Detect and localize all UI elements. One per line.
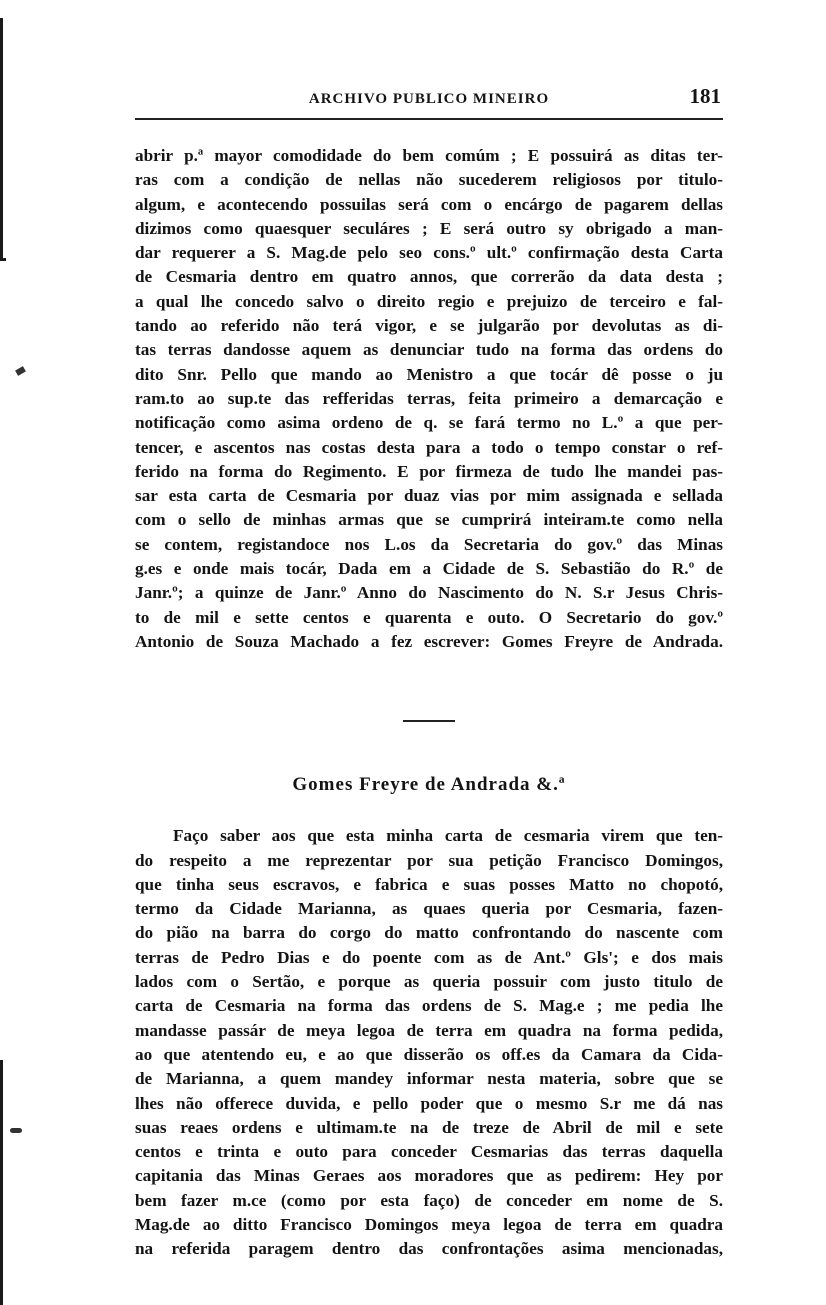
journal-title: ARCHIVO PUBLICO MINEIRO bbox=[308, 91, 550, 107]
running-head bbox=[135, 0, 723, 116]
scan-edge-mark bbox=[0, 18, 3, 258]
first-text-block bbox=[135, 144, 723, 654]
text-line: terras de Pedro Dias e do poente com as de Ant.º Gls'; e dos mais bbox=[135, 947, 723, 967]
page bbox=[135, 0, 723, 1262]
text-line: com o sello de minhas armas que se cumprirá inteiram.te como nella bbox=[135, 510, 723, 530]
text-line: algum, e acontecendo possuilas será com o encárgo de pagarem dellas bbox=[135, 194, 723, 214]
text-line: ao que atentendo eu, e ao que disserão os off.es da Camara da Cida- bbox=[135, 1044, 723, 1064]
text-line: suas reaes ordens e ultimam.te na de treze de Abril de mil e sete bbox=[135, 1117, 723, 1137]
text-line: bem fazer m.ce (como por esta faço) de conceder em nome de S. bbox=[135, 1190, 723, 1210]
text-line: lados com o Sertão, e porque as queria possuir com justo titulo de bbox=[135, 972, 723, 992]
text-line: tando ao referido não terá vigor, e se julgarão por devolutas as di- bbox=[135, 316, 723, 336]
text-line: dito Snr. Pello que mando ao Menistro a que tocár dê posse o ju bbox=[135, 364, 723, 384]
text-line: termo da Cidade Marianna, as quaes queria por Cesmaria, fazen- bbox=[135, 899, 723, 919]
text-line: to de mil e sette centos e quarenta e outo. O Secretario do gov.º bbox=[135, 607, 723, 627]
text-line: mandasse passár de meya legoa de terra em quadra na forma pedida, bbox=[135, 1020, 723, 1040]
scan-edge-tick bbox=[0, 258, 6, 261]
text-line: tencer, e ascentos nas costas desta para a todo o tempo constar o ref- bbox=[135, 437, 723, 457]
text-line: centos e trinta e outo para conceder Cesmarias das terras daquella bbox=[135, 1142, 723, 1162]
scan-speck bbox=[15, 366, 26, 376]
text-line: na referida paragem dentro das confrontações asima mencionadas, bbox=[135, 1239, 723, 1259]
text-line: g.es e onde mais tocár, Dada em a Cidade de S. Sebastião do R.º de bbox=[135, 559, 723, 579]
text-line: que tinha seus escravos, e fabrica e suas posses Matto no chopotó, bbox=[135, 874, 723, 894]
text-line: Mag.de ao ditto Francisco Domingos meya legoa de terra em quadra bbox=[135, 1214, 723, 1234]
text-line: de Marianna, a quem mandey informar nesta materia, sobre que se bbox=[135, 1069, 723, 1089]
text-line: ras com a condição de nellas não sucederem religiosos por titulo- bbox=[135, 170, 723, 190]
text-line: dar requerer a S. Mag.de pelo seo cons.º ult.º confirmação desta Carta bbox=[135, 243, 723, 263]
text-line: Faço saber aos que esta minha carta de cesmaria virem que ten- bbox=[173, 826, 723, 846]
text-line: tas terras dandosse aquem as denunciar tudo na forma das ordens do bbox=[135, 340, 723, 360]
section-divider bbox=[403, 720, 455, 722]
text-line: capitania das Minas Geraes aos moradores que as pedirem: Hey por bbox=[135, 1166, 723, 1186]
text-line: carta de Cesmaria na forma das ordens de S. Mag.e ; me pedia lhe bbox=[135, 996, 723, 1016]
scan-speck-lower bbox=[10, 1128, 22, 1133]
text-line: a qual lhe concedo salvo o direito regio e prejuizo de terceiro e fal- bbox=[135, 291, 723, 311]
header-rule bbox=[135, 118, 723, 120]
text-line: abrir p.ª mayor comodidade do bem comúm ; E possuirá as ditas ter- bbox=[135, 146, 723, 165]
page-number: 181 bbox=[689, 84, 721, 108]
text-line: do respeito a me reprezentar por sua petição Francisco Domingos, bbox=[135, 850, 723, 870]
second-text-block bbox=[135, 824, 723, 1261]
text-line: de Cesmaria dentro em quatro annos, que correrão da data desta ; bbox=[135, 267, 723, 287]
text-line: dizimos como quaesquer seculáres ; E será outro sy obrigado a man- bbox=[135, 218, 723, 238]
text-line: ferido na forma do Regimento. E por firmeza de tudo lhe mandei pas- bbox=[135, 461, 723, 481]
text-line: ram.to ao sup.te das refferidas terras, feita primeiro a demarcação e bbox=[135, 388, 723, 408]
text-line: Janr.º; a quinze de Janr.º Anno do Nascimento do N. S.r Jesus Chris- bbox=[135, 583, 723, 603]
scan-edge-mark-lower bbox=[0, 1060, 3, 1305]
text-line: notificação como asima ordeno de q. se fará termo no L.º a que per- bbox=[135, 413, 723, 433]
text-line: sar esta carta de Cesmaria por duaz vias por mim assignada e sellada bbox=[135, 486, 723, 506]
text-line: se contem, registandoce nos L.os da Secretaria do gov.º das Minas bbox=[135, 534, 723, 554]
text-line: do pião na barra do corgo do matto confrontando do nascente com bbox=[135, 923, 723, 943]
text-line: lhes não offerece duvida, e pello poder que o mesmo S.r me dá nas bbox=[135, 1093, 723, 1113]
text-line: Antonio de Souza Machado a fez escrever: Gomes Freyre de Andrada. bbox=[135, 631, 723, 651]
section-heading: Gomes Freyre de Andrada &.ª bbox=[292, 774, 566, 796]
